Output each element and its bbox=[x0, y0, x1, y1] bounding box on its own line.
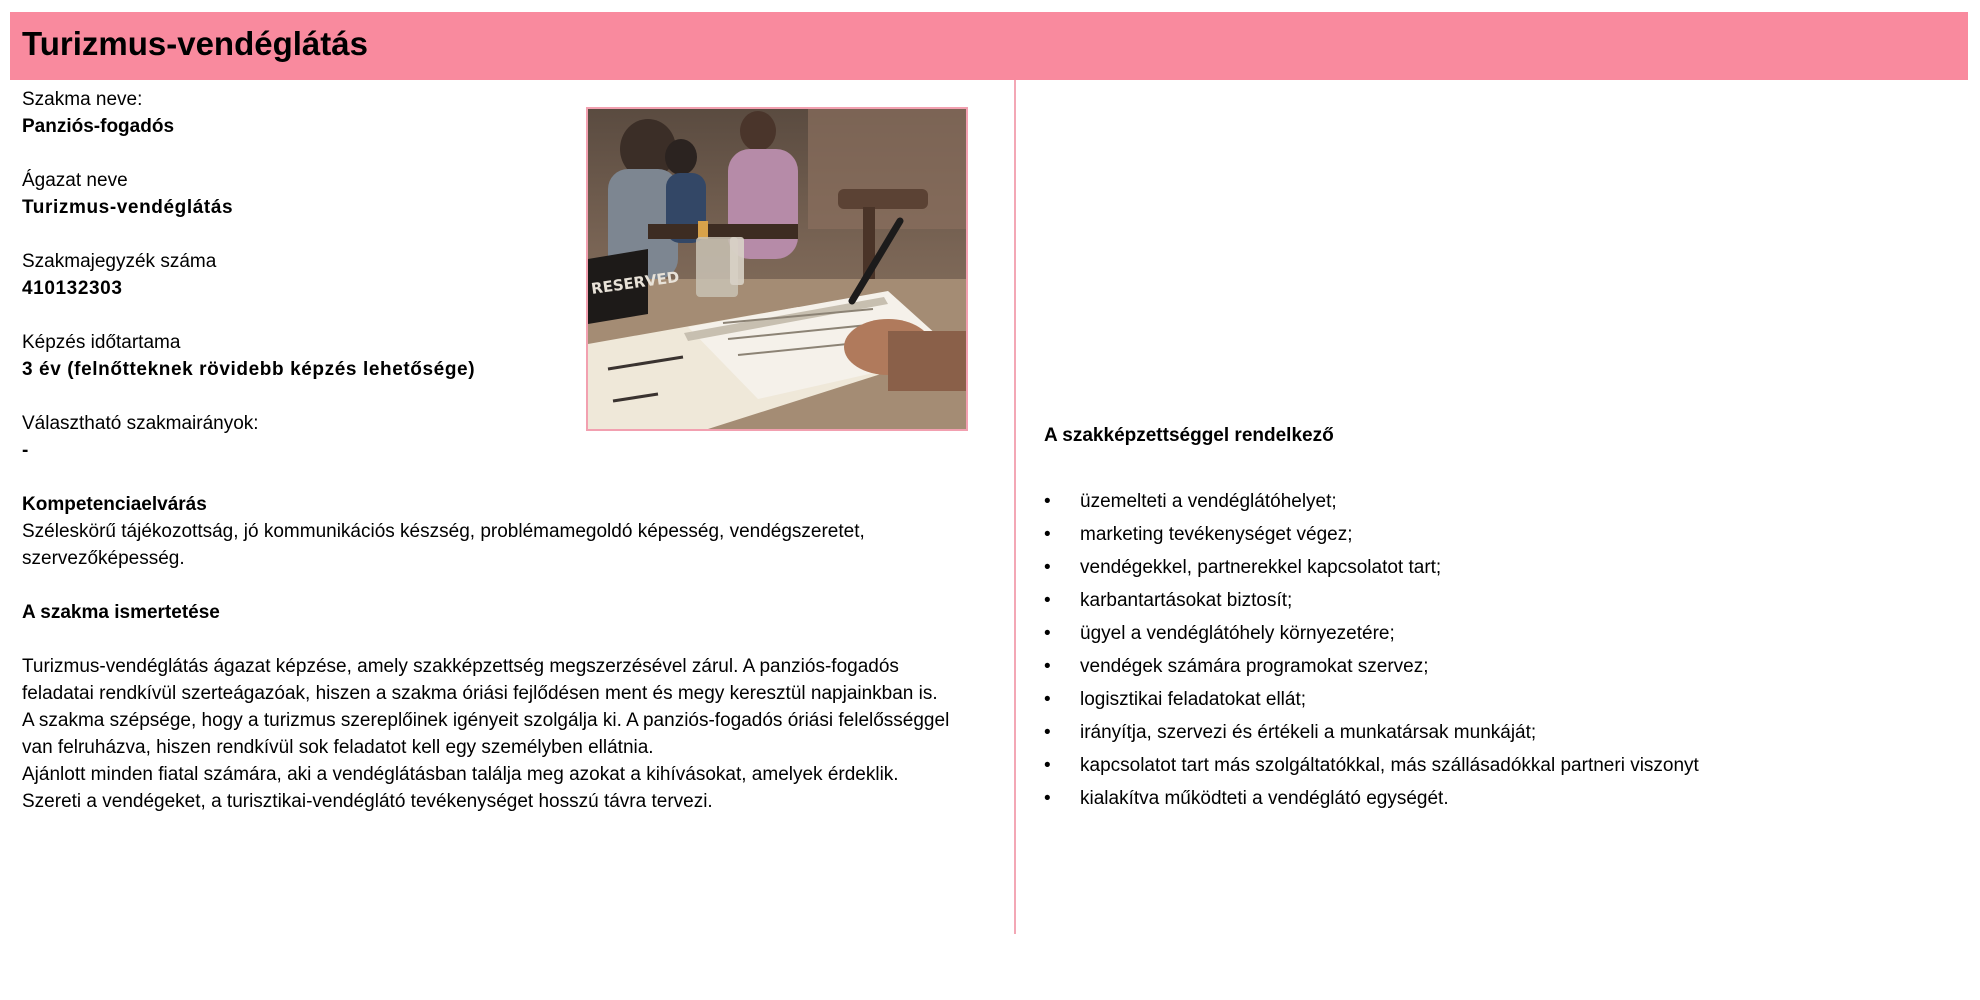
list-item bbox=[1044, 782, 1944, 815]
bullet-icon: • bbox=[1044, 623, 1051, 644]
bullet-icon: • bbox=[1044, 689, 1051, 710]
sector-label: Ágazat neve bbox=[22, 170, 128, 191]
bullet-icon: • bbox=[1044, 656, 1051, 677]
sector-value: Turizmus-vendéglátás bbox=[22, 197, 234, 218]
registry-label: Szakmajegyzék száma bbox=[22, 251, 217, 272]
list-item-text: karbantartásokat biztosít; bbox=[1080, 590, 1293, 611]
restaurant-photo bbox=[586, 107, 968, 431]
list-item bbox=[1044, 749, 1944, 782]
list-item-text: üzemelteti a vendéglátóhelyet; bbox=[1080, 491, 1337, 512]
page-header bbox=[10, 12, 1968, 80]
list-item bbox=[1044, 518, 1944, 551]
list-item bbox=[1044, 485, 1944, 518]
bullet-icon: • bbox=[1044, 590, 1051, 611]
list-item-text: vendégek számára programokat szervez; bbox=[1080, 656, 1429, 677]
list-item bbox=[1044, 683, 1944, 716]
duties-list bbox=[1044, 485, 1944, 815]
description-line: van felruházva, hiszen rendkívül sok feladatot kell egy személyben ellátnia. bbox=[22, 737, 654, 758]
competence-text: Széleskörű tájékozottság, jó kommunikációs készség, problémamegoldó képesség, vendégszeretet, szervezőképesség. bbox=[22, 521, 865, 569]
list-item-text: kapcsolatot tart más szolgáltatókkal, más szállásadókkal partneri viszonyt bbox=[1080, 755, 1699, 776]
description-line: Szereti a vendégeket, a turisztikai-vendéglátó tevékenységet hosszú távra tervezi. bbox=[22, 791, 713, 812]
specializations-label: Választható szakmairányok: bbox=[22, 413, 259, 434]
description-line: Turizmus-vendéglátás ágazat képzése, amely szakképzettség megszerzésével zárul. A panziós-fogadós bbox=[22, 656, 899, 677]
specializations-value: - bbox=[22, 440, 29, 461]
page-title: Turizmus-vendéglátás bbox=[22, 25, 368, 62]
list-item-text: logisztikai feladatokat ellát; bbox=[1080, 689, 1307, 710]
column-divider bbox=[1014, 80, 1016, 934]
profession-label: Szakma neve: bbox=[22, 89, 143, 110]
bullet-icon: • bbox=[1044, 524, 1051, 545]
bullet-icon: • bbox=[1044, 722, 1051, 743]
list-item bbox=[1044, 617, 1944, 650]
list-item-text: vendégekkel, partnerekkel kapcsolatot tart; bbox=[1080, 557, 1442, 578]
description-line: feladatai rendkívül szerteágazóak, hiszen a szakma óriási fejlődésen ment és megy keresztül napjainkban is. bbox=[22, 683, 938, 704]
duration-label: Képzés időtartama bbox=[22, 332, 181, 353]
competence-title: Kompetenciaelvárás bbox=[22, 494, 207, 515]
list-item-text: irányítja, szervezi és értékeli a munkatársak munkáját; bbox=[1080, 722, 1537, 743]
list-item bbox=[1044, 584, 1944, 617]
reserved-sign-text: RESERVED bbox=[590, 267, 681, 298]
list-item-text: ügyel a vendéglátóhely környezetére; bbox=[1080, 623, 1395, 644]
profession-value: Panziós-fogadós bbox=[22, 116, 175, 137]
bullet-icon: • bbox=[1044, 557, 1051, 578]
list-item-text: kialakítva működteti a vendéglátó egységét. bbox=[1080, 788, 1449, 809]
restaurant-photo-illustration bbox=[588, 109, 966, 429]
duration-value: 3 év (felnőtteknek rövidebb képzés lehetősége) bbox=[22, 359, 476, 380]
bullet-icon: • bbox=[1044, 755, 1051, 776]
list-item-text: marketing tevékenységet végez; bbox=[1080, 524, 1353, 545]
description-title: A szakma ismertetése bbox=[22, 602, 220, 623]
list-item bbox=[1044, 551, 1944, 584]
bullet-icon: • bbox=[1044, 491, 1051, 512]
bullet-icon: • bbox=[1044, 788, 1051, 809]
description-line: Ajánlott minden fiatal számára, aki a vendéglátásban találja meg azokat a kihívásokat, amelyek érdeklik. bbox=[22, 764, 899, 785]
right-column bbox=[1044, 422, 1944, 815]
description-line: A szakma szépsége, hogy a turizmus szereplőinek igényeit szolgálja ki. A panziós-fogadós óriási felelősséggel bbox=[22, 710, 950, 731]
list-item bbox=[1044, 716, 1944, 749]
list-item bbox=[1044, 650, 1944, 683]
duties-title: A szakképzettséggel rendelkező bbox=[1044, 425, 1334, 446]
registry-value: 410132303 bbox=[22, 278, 123, 299]
